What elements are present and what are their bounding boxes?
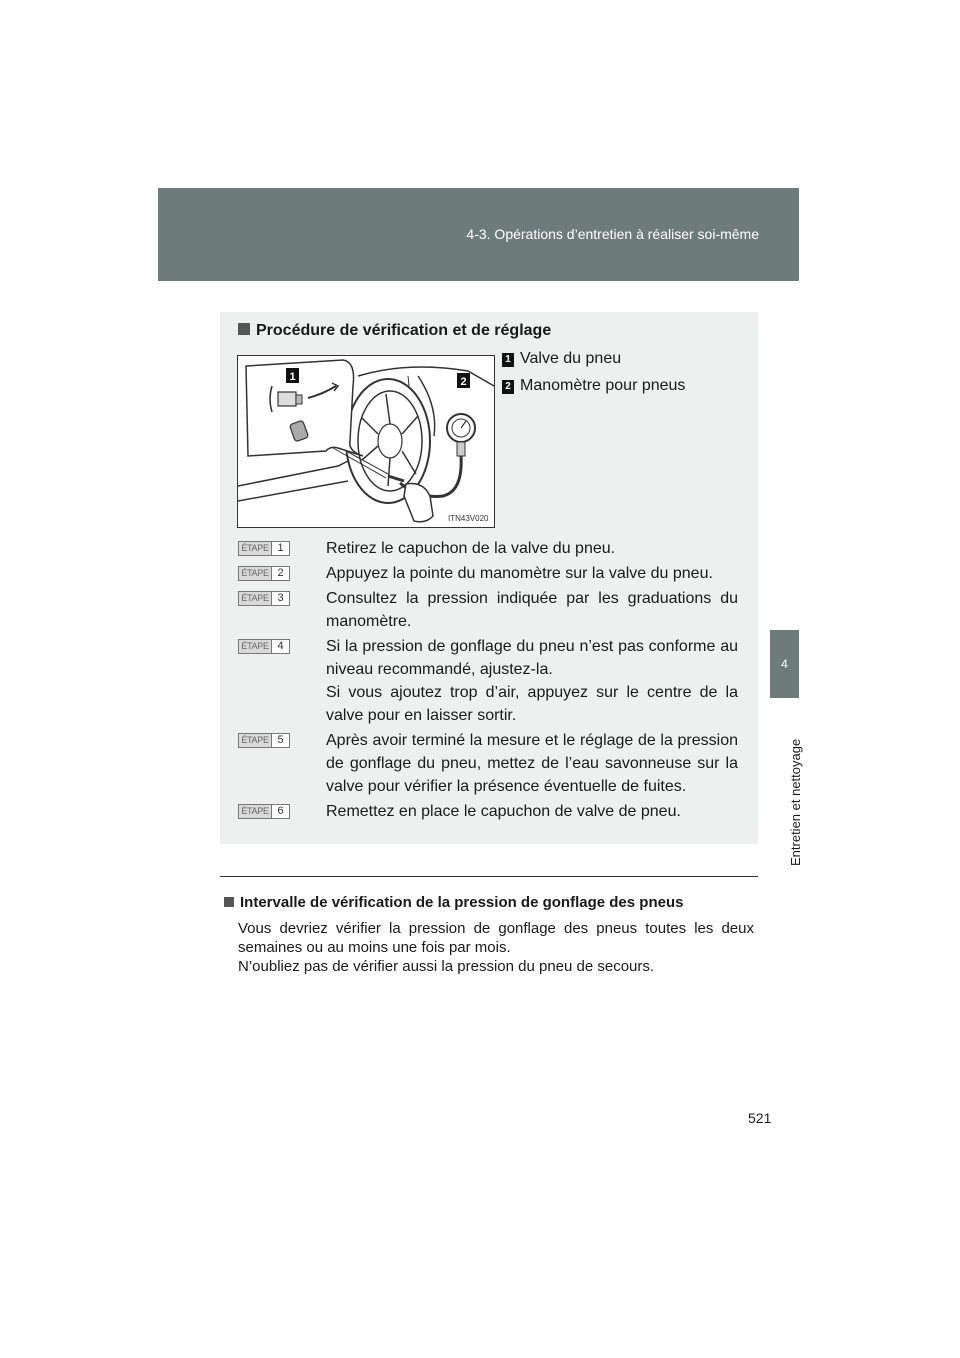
step-item (238, 562, 738, 585)
callout-label: Manomètre pour pneus (520, 377, 686, 394)
callout-label: Valve du pneu (520, 350, 622, 367)
procedure-panel (220, 312, 758, 844)
step-text: Remettez en place le capuchon de valve de pneu. (326, 803, 681, 820)
step-text: Appuyez la pointe du manomètre sur la valve du pneu. (326, 565, 713, 582)
step-badge: ÉTAPE 5 (238, 733, 290, 748)
callout-item (502, 375, 685, 402)
section-title: Procédure de vérification et de réglage (238, 322, 551, 340)
step-badge: ÉTAPE 3 (238, 591, 290, 606)
step-text: Si la pression de gonflage du pneu n’est pas conforme au niveau recommandé, ajustez-la. (326, 638, 738, 678)
step-badge: ÉTAPE 2 (238, 566, 290, 581)
chapter-title: 4-3. Opérations d’entretien à réaliser soi-même (466, 226, 759, 242)
marker-2-label: 2 (460, 376, 467, 388)
callout-item (502, 348, 685, 375)
step-badge: ÉTAPE 4 (238, 639, 290, 654)
note-body (224, 919, 754, 976)
illustration-svg (238, 356, 494, 527)
page-number: 521 (748, 1110, 772, 1126)
callout-number-badge: 2 (502, 380, 514, 394)
step-text: Retirez le capuchon de la valve du pneu. (326, 540, 616, 557)
step-item (238, 537, 738, 560)
step-item (238, 729, 738, 798)
tire-gauge-illustration (237, 355, 495, 528)
marker-1-label: 1 (289, 371, 296, 383)
note-section (224, 894, 754, 976)
square-bullet-icon (238, 323, 250, 335)
step-item (238, 587, 738, 633)
chapter-tab-label: Entretien et nettoyage (788, 738, 803, 866)
step-list (238, 537, 738, 825)
step-badge: ÉTAPE 6 (238, 804, 290, 819)
figure-code: ITN43V020 (448, 514, 489, 523)
header-band (158, 188, 799, 281)
step-text: Après avoir terminé la mesure et le réglage de la pression de gonflage du pneu, mettez de l’eau savonneuse sur la valve pour vérifier la présence éventuelle de fuites. (326, 732, 738, 795)
step-text-extra: Si vous ajoutez trop d’air, appuyez sur le centre de la valve pour en laisser sortir. (326, 684, 738, 724)
callout-list (502, 348, 685, 402)
note-title: Intervalle de vérification de la pression de gonflage des pneus (224, 894, 754, 911)
note-line: N’oubliez pas de vérifier aussi la pression du pneu de secours. (238, 958, 655, 975)
square-bullet-icon (224, 897, 234, 907)
step-item (238, 800, 738, 823)
note-line: Vous devriez vérifier la pression de gonflage des pneus toutes les deux semaines ou au moins une fois par mois. (238, 920, 754, 956)
section-divider (220, 876, 758, 877)
chapter-tab: 4 (770, 630, 799, 698)
step-text: Consultez la pression indiquée par les graduations du manomètre. (326, 590, 738, 630)
step-badge: ÉTAPE 1 (238, 541, 290, 556)
callout-number-badge: 1 (502, 353, 514, 367)
step-item (238, 635, 738, 727)
